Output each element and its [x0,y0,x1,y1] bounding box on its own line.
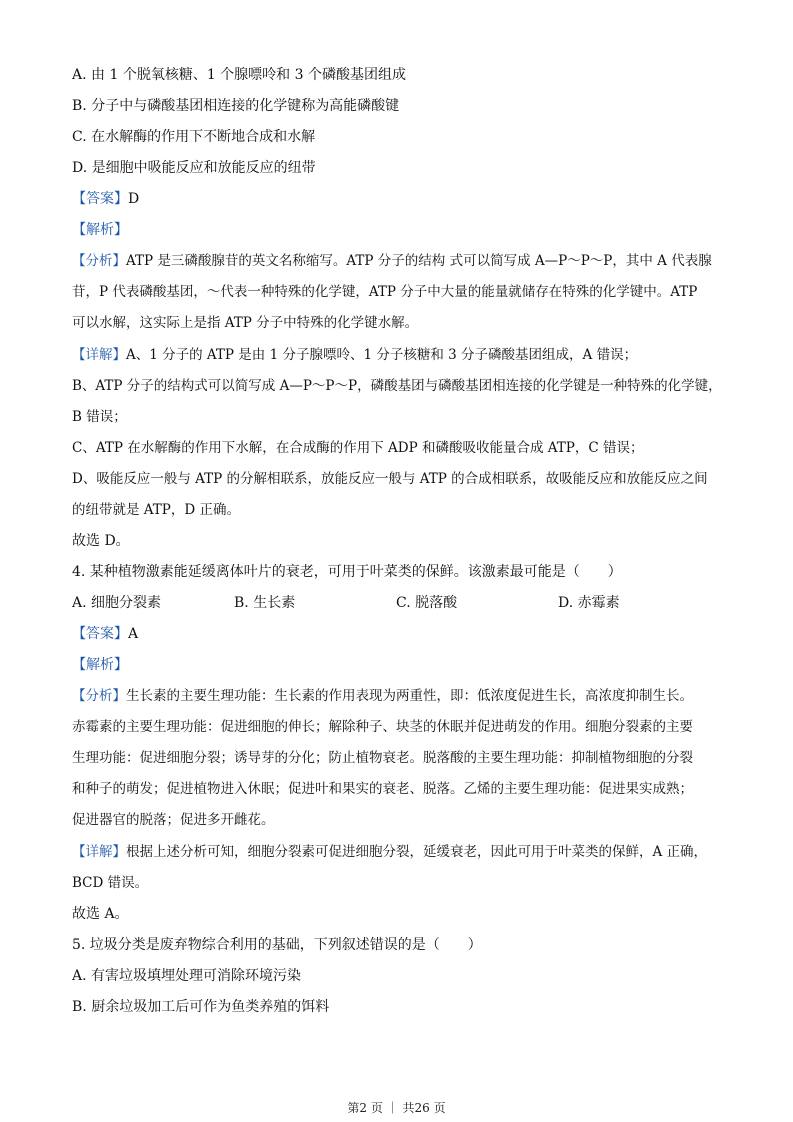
q4-fenxi-line-5: 促进器官的脱落；促进多开雌花。 [72,812,275,828]
q4-option-c: C. 脱落酸 [396,595,458,611]
q4-fenxi-line-1 [72,687,693,706]
q3-fenxi-line-2: 苷，P 代表磷酸基团，～代表一种特殊的化学键，ATP 分子中大量的能量就储存在特殊的化学键中。ATP [72,284,698,300]
q4-analysis-tag: 【解析】 [72,657,128,673]
q4-xiangjie-line-2: BCD 错误。 [72,875,149,891]
page-footer: 第2 页 ｜ 共26 页 [347,1101,446,1115]
q3-option-c: C. 在水解酶的作用下不断地合成和水解 [72,129,316,145]
q3-answer-line [72,190,139,209]
q4-options [72,594,724,613]
q3-xiangjie-line-4: C、ATP 在水解酶的作用下水解，在合成酶的作用下 ADP 和磷酸吸收能量合成 ATP，C 错误； [72,440,644,456]
xiangjie-tag: 【详解】 [72,347,126,363]
answer-tag: 【答案】 [72,191,128,207]
q3-conclusion: 故选 D。 [72,533,130,549]
q4-fenxi-line-4: 和种子的萌发；促进植物进入休眠；促进叶和果实的衰老、脱落。乙烯的主要生理功能：促进果实成熟； [72,781,693,797]
q5-stem: 5. 垃圾分类是废弃物综合利用的基础，下列叙述错误的是（ ） [72,937,482,953]
q3-xiangjie-line-2: B、ATP 分子的结构式可以简写成 A—P～P～P，磷酸基团与磷酸基团相连接的化学键是一种特殊的化学键， [72,378,722,394]
q4-conclusion: 故选 A。 [72,906,129,922]
q4-option-d: D. 赤霉素 [558,595,620,611]
q3-fenxi-line-1 [72,252,712,271]
q4-xiangjie-line-1 [72,843,707,862]
q4-fenxi-line-2: 赤霉素的主要生理功能：促进细胞的伸长；解除种子、块茎的休眠并促进萌发的作用。细胞分裂素的主要 [72,719,693,735]
q4-option-a: A. 细胞分裂素 [72,595,162,611]
q4-option-b: B. 生长素 [234,595,296,611]
q3-xiangjie-text-1: A、1 分子的 ATP 是由 1 分子腺嘌呤、1 分子核糖和 3 分子磷酸基团组成，A 错误； [126,347,638,363]
q4-xiangjie-text-1: 根据上述分析可知，细胞分裂素可促进细胞分裂，延缓衰老，因此可用于叶菜类的保鲜，A 正确， [126,844,708,860]
q4-fenxi-text-1: 生长素的主要生理功能：生长素的作用表现为两重性，即：低浓度促进生长，高浓度抑制生长。 [126,688,693,704]
q4-stem: 4. 某种植物激素能延缓离体叶片的衰老，可用于叶菜类的保鲜。该激素最可能是（ ） [72,564,622,580]
xiangjie-tag: 【详解】 [72,844,126,860]
q3-xiangjie-line-3: B 错误； [72,409,127,425]
q3-xiangjie-line-6: 的纽带就是 ATP，D 正确。 [72,502,241,518]
q3-option-b: B. 分子中与磷酸基团相连接的化学键称为高能磷酸键 [72,98,400,114]
q3-xiangjie-line-5: D、吸能反应一般与 ATP 的分解相联系，放能反应一般与 ATP 的合成相联系，故吸能反应和放能反应之间 [72,471,708,487]
q3-analysis-tag: 【解析】 [72,222,128,238]
q3-option-a: A. 由 1 个脱氧核糖、1 个腺嘌呤和 3 个磷酸基团组成 [72,67,406,83]
q3-option-d: D. 是细胞中吸能反应和放能反应的纽带 [72,160,316,176]
q5-option-a: A. 有害垃圾填埋处理可消除环境污染 [72,968,302,984]
q4-answer: A [128,626,139,642]
q4-fenxi-line-3: 生理功能：促进细胞分裂；诱导芽的分化；防止植物衰老。脱落酸的主要生理功能：抑制植物细胞的分裂 [72,750,693,766]
fenxi-tag: 【分析】 [72,688,126,704]
q3-fenxi-text-1: ATP 是三磷酸腺苷的英文名称缩写。ATP 分子的结构 式可以简写成 A—P～P～P，其中 A 代表腺 [126,253,712,269]
answer-tag: 【答案】 [72,626,128,642]
q5-option-b: B. 厨余垃圾加工后可作为鱼类养殖的饵料 [72,999,330,1015]
q3-fenxi-line-3: 可以水解，这实际上是指 ATP 分子中特殊的化学键水解。 [72,315,419,331]
q3-xiangjie-line-1 [72,346,637,365]
q4-answer-line [72,625,138,644]
q3-answer: D [128,191,140,207]
fenxi-tag: 【分析】 [72,253,126,269]
